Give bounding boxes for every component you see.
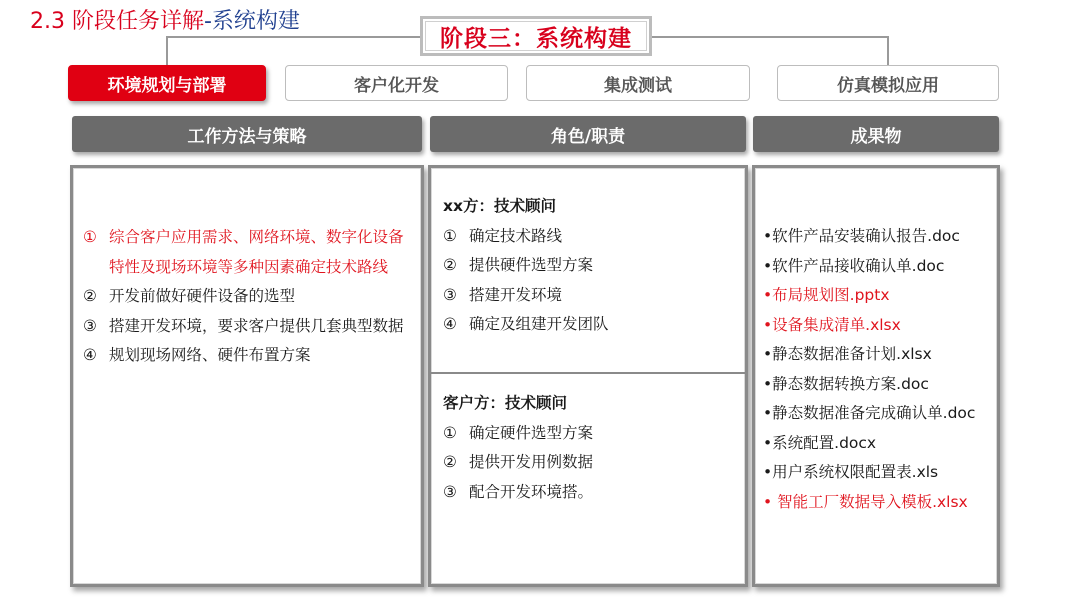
list-text: 确定及组建开发团队 bbox=[469, 315, 609, 333]
connector-right-vertical bbox=[887, 36, 889, 65]
list-number: ② bbox=[443, 256, 457, 274]
tab-custom-development[interactable]: 客户化开发 bbox=[285, 65, 508, 101]
deliverables-panel bbox=[752, 165, 1000, 587]
list-item bbox=[443, 222, 739, 252]
deliverable-item: •布局规划图.pptx bbox=[763, 286, 890, 304]
methods-panel bbox=[70, 165, 424, 587]
list-number: ① bbox=[443, 423, 457, 442]
deliverables-list bbox=[763, 222, 999, 517]
deliverable-item: •软件产品接收确认单.doc bbox=[763, 256, 945, 275]
list-item bbox=[83, 282, 417, 312]
list-text: 提供硬件选型方案 bbox=[469, 256, 594, 274]
role-section-vendor bbox=[443, 192, 739, 340]
list-text: 搭建开发环境，要求客户提供几套典型数据 bbox=[109, 316, 404, 335]
list-text: 提供开发用例数据 bbox=[469, 453, 594, 471]
tab-environment-planning[interactable]: 环境规划与部署 bbox=[68, 65, 266, 101]
list-item bbox=[83, 312, 417, 342]
connector-right-horizontal bbox=[652, 36, 888, 38]
tab-simulation-application[interactable]: 仿真模拟应用 bbox=[777, 65, 999, 101]
list-number: ③ bbox=[443, 482, 457, 501]
deliverable-item: •静态数据转换方案.doc bbox=[763, 374, 929, 393]
list-item bbox=[443, 251, 739, 281]
list-text: 确定技术路线 bbox=[469, 226, 563, 245]
page-title bbox=[30, 4, 300, 35]
list-text: 开发前做好硬件设备的选型 bbox=[109, 287, 296, 305]
list-number: ③ bbox=[443, 285, 457, 304]
list-number: ② bbox=[83, 287, 97, 305]
deliverable-item: •设备集成清单.xlsx bbox=[763, 315, 901, 334]
deliverable-item: •软件产品安装确认报告.doc bbox=[763, 227, 960, 245]
list-text: 规划现场网络、硬件布置方案 bbox=[109, 346, 311, 364]
page-title-main: 2.3 阶段任务详解 bbox=[30, 9, 204, 34]
list-item bbox=[443, 419, 739, 449]
column-header-roles: 角色/职责 bbox=[430, 116, 746, 152]
stage-title-box bbox=[420, 16, 652, 56]
tab-integration-testing[interactable]: 集成测试 bbox=[526, 65, 750, 101]
connector-left-horizontal bbox=[166, 36, 420, 38]
deliverable-item: •系统配置.docx bbox=[763, 433, 877, 452]
list-item bbox=[83, 223, 417, 282]
list-text: 搭建开发环境 bbox=[469, 285, 563, 304]
role-section-customer bbox=[443, 389, 739, 507]
list-number: ① bbox=[443, 226, 457, 245]
stage-title: 阶段三：系统构建 bbox=[425, 21, 647, 51]
list-number: ① bbox=[83, 228, 97, 246]
deliverable-item: • 智能工厂数据导入模板.xlsx bbox=[763, 492, 968, 511]
list-number: ④ bbox=[443, 315, 457, 333]
role-title: xx方：技术顾问 bbox=[443, 197, 556, 215]
section-divider bbox=[431, 372, 745, 374]
page-title-sub: -系统构建 bbox=[203, 9, 300, 34]
methods-list bbox=[83, 223, 417, 371]
column-header-deliverables: 成果物 bbox=[753, 116, 999, 152]
deliverable-item: •静态数据准备完成确认单.doc bbox=[763, 404, 976, 422]
roles-panel bbox=[428, 165, 748, 587]
list-number: ③ bbox=[83, 316, 97, 335]
list-text: 配合开发环境搭。 bbox=[469, 482, 594, 501]
list-item bbox=[443, 448, 739, 478]
list-item bbox=[443, 478, 739, 508]
connector-left-vertical bbox=[166, 36, 168, 65]
list-number: ② bbox=[443, 453, 457, 471]
list-item bbox=[83, 341, 417, 371]
list-item bbox=[443, 281, 739, 311]
list-text: 综合客户应用需求、网络环境、数字化设备特性及现场环境等多种因素确定技术路线 bbox=[109, 228, 404, 276]
role-title: 客户方：技术顾问 bbox=[443, 394, 568, 412]
column-header-methods: 工作方法与策略 bbox=[72, 116, 422, 152]
list-number: ④ bbox=[83, 346, 97, 364]
deliverable-item: •静态数据准备计划.xlsx bbox=[763, 345, 932, 363]
deliverable-item: •用户系统权限配置表.xls bbox=[763, 463, 939, 481]
list-item bbox=[443, 310, 739, 340]
list-text: 确定硬件选型方案 bbox=[469, 423, 594, 442]
